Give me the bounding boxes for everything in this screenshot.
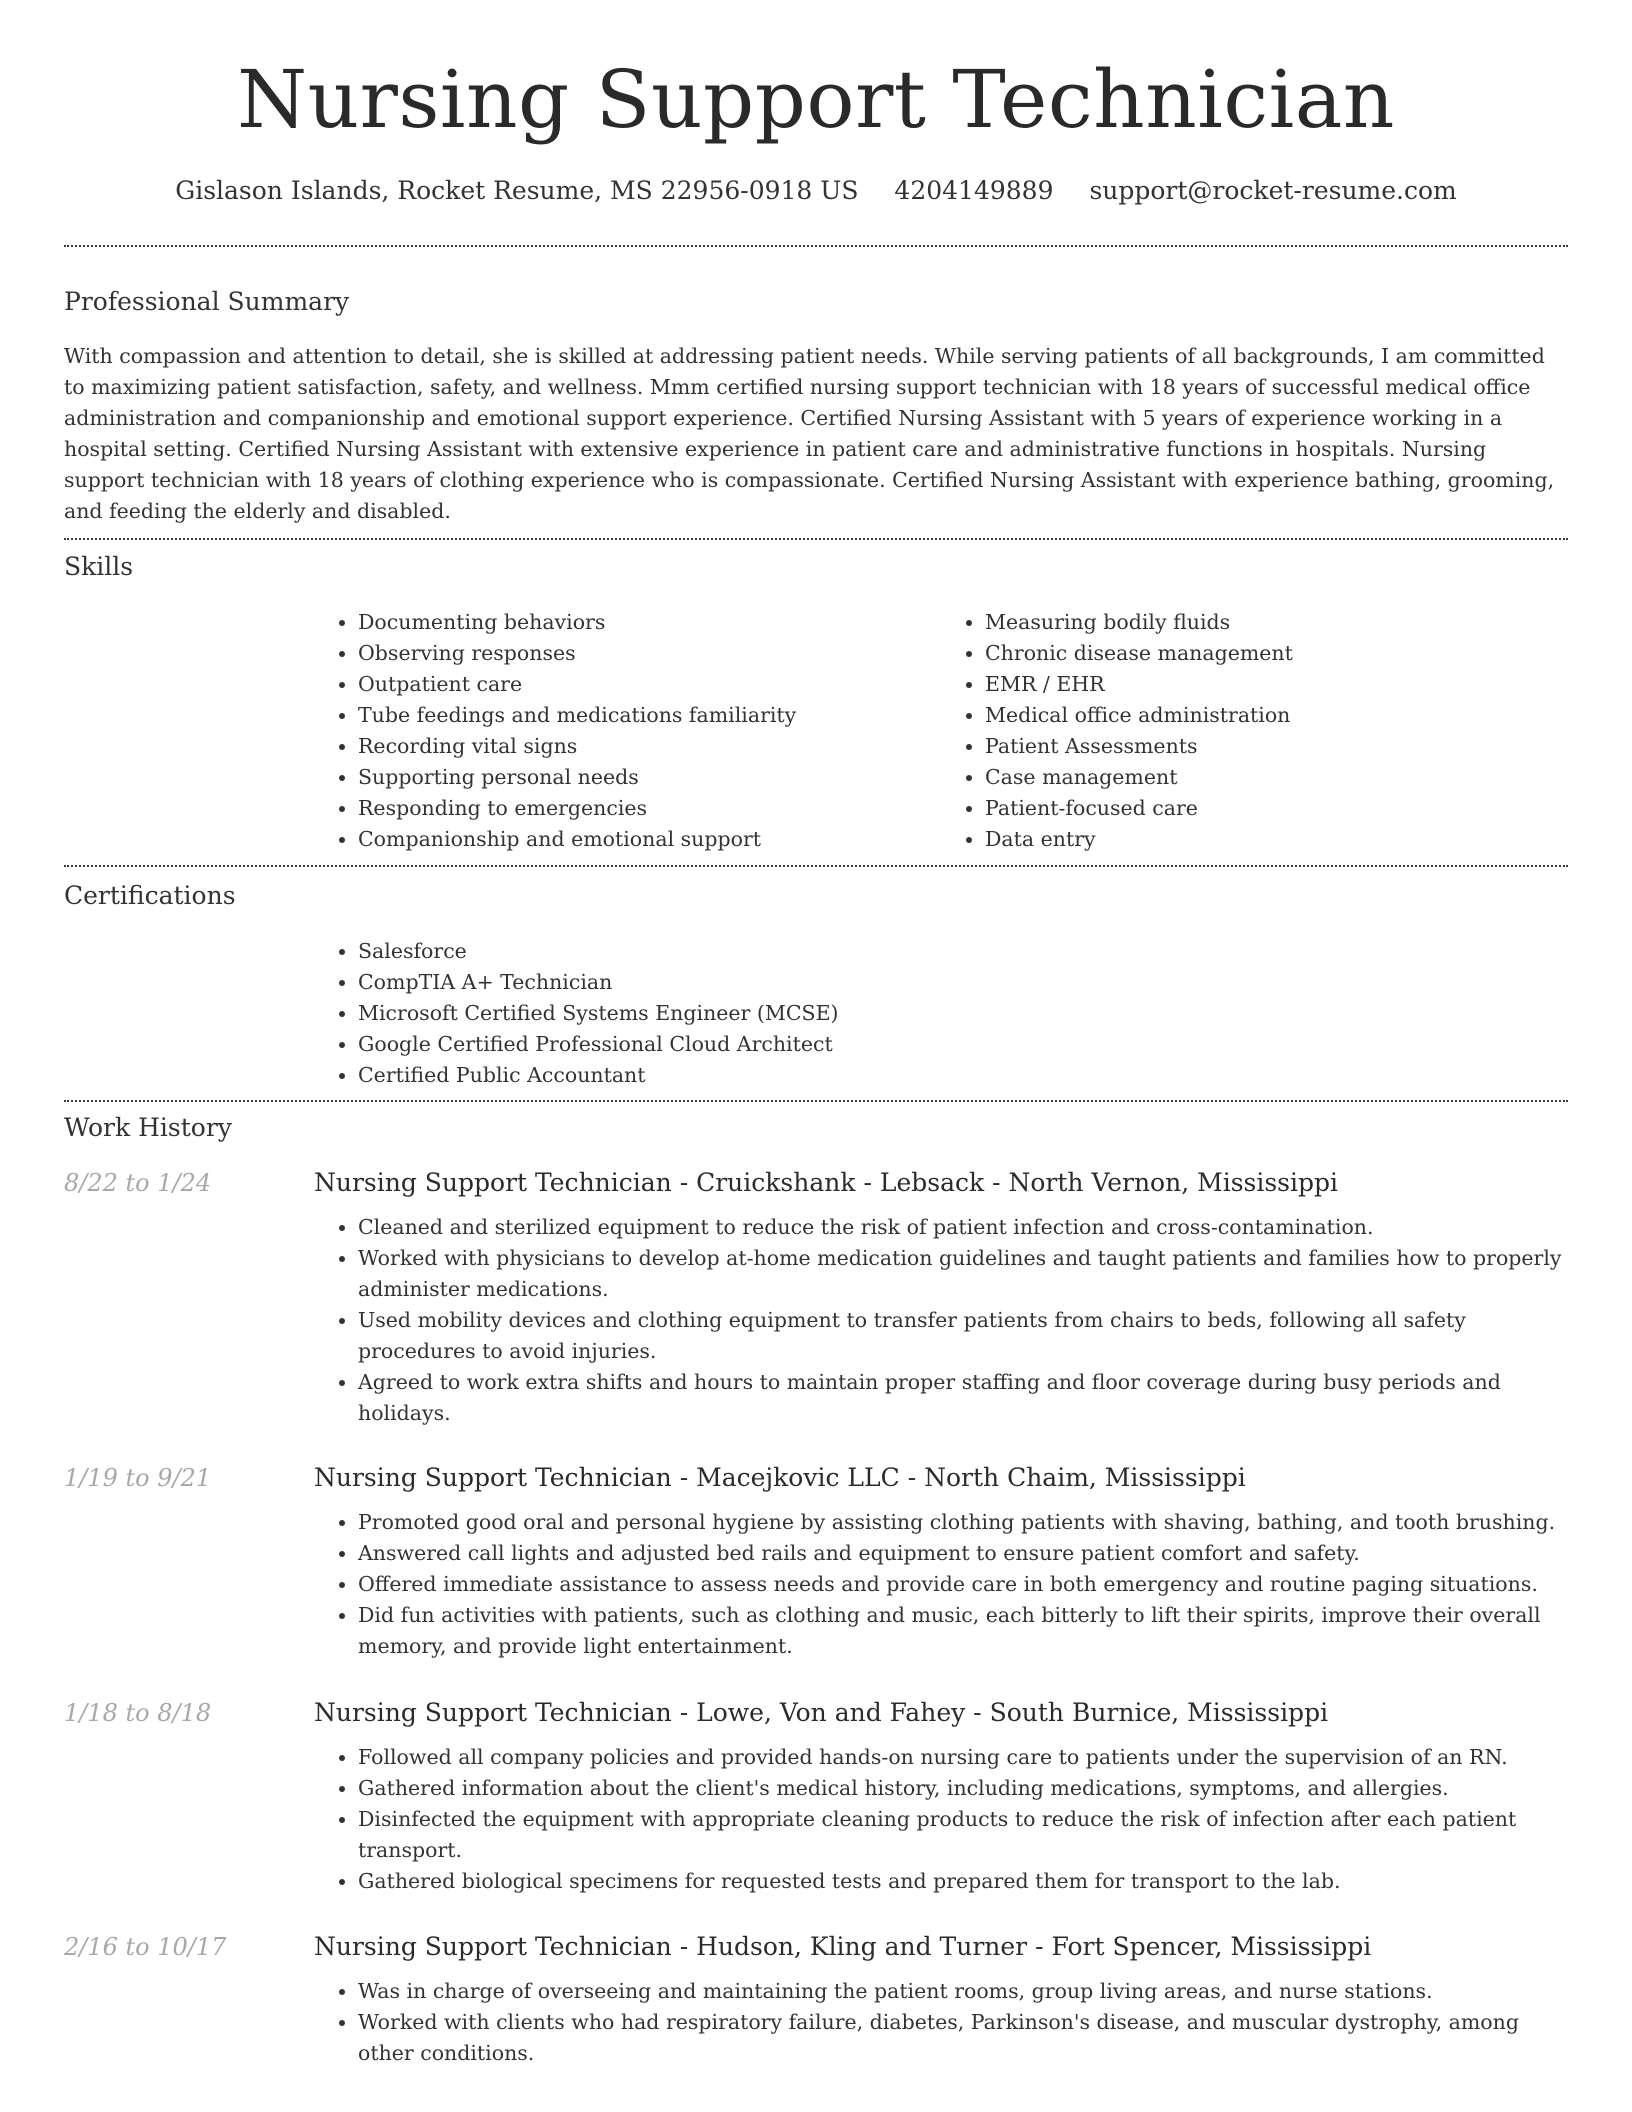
job-date: 1/18 to 8/18 bbox=[64, 1699, 212, 1727]
job-bullet: • Followed all company policies and provided hands-on nursing care to patients under the supervision of an RN. bbox=[358, 1742, 1568, 1773]
job-bullet: • Gathered information about the client's medical history, including medications, symptoms, and allergies. bbox=[358, 1773, 1568, 1804]
job-details bbox=[314, 1696, 1568, 1897]
skill-item: • Chronic disease management bbox=[985, 638, 1568, 669]
divider bbox=[64, 1100, 1568, 1102]
work-history-list bbox=[64, 1166, 1568, 2069]
skill-item: • Supporting personal needs bbox=[358, 762, 941, 793]
contact-address: Gislason Islands, Rocket Resume, MS 22956-0918 US bbox=[175, 176, 859, 205]
job-title: Nursing Support Technician - Lowe, Von and Fahey - South Burnice, Mississippi bbox=[314, 1698, 1329, 1727]
contact-email: support@rocket-resume.com bbox=[1089, 176, 1457, 205]
job-date: 2/16 to 10/17 bbox=[64, 1933, 227, 1961]
job-title: Nursing Support Technician - Macejkovic LLC - North Chaim, Mississippi bbox=[314, 1463, 1246, 1492]
skill-item: • Tube feedings and medications familiarity bbox=[358, 700, 941, 731]
skill-item: • Measuring bodily fluids bbox=[985, 607, 1568, 638]
job-bullets bbox=[314, 1976, 1568, 2069]
job-date: 1/19 to 9/21 bbox=[64, 1464, 212, 1492]
skill-item: • Observing responses bbox=[358, 638, 941, 669]
job-details bbox=[314, 1930, 1568, 2069]
skill-item: • Responding to emergencies bbox=[358, 793, 941, 824]
job-bullets bbox=[314, 1507, 1568, 1662]
job-bullet: • Worked with physicians to develop at-home medication guidelines and taught patients and families how to properly administer medications. bbox=[358, 1243, 1568, 1305]
divider bbox=[64, 538, 1568, 540]
skill-item: • Data entry bbox=[985, 824, 1568, 855]
skill-item: • Outpatient care bbox=[358, 669, 941, 700]
job-bullet: • Agreed to work extra shifts and hours to maintain proper staffing and floor coverage during busy periods and holidays. bbox=[358, 1367, 1568, 1429]
job-bullet: • Promoted good oral and personal hygiene by assisting clothing patients with shaving, bathing, and tooth brushing. bbox=[358, 1507, 1568, 1538]
divider bbox=[64, 865, 1568, 867]
resume-page bbox=[64, 0, 1568, 2112]
job-details bbox=[314, 1461, 1568, 1662]
skill-item: • Patient Assessments bbox=[985, 731, 1568, 762]
job-bullet: • Used mobility devices and clothing equipment to transfer patients from chairs to beds, following all safety procedures to avoid injuries. bbox=[358, 1305, 1568, 1367]
job-bullet: • Answered call lights and adjusted bed rails and equipment to ensure patient comfort and safety. bbox=[358, 1538, 1568, 1569]
section-title-work-history: Work History bbox=[64, 1113, 232, 1142]
skill-item: • Recording vital signs bbox=[358, 731, 941, 762]
summary-text: With compassion and attention to detail, she is skilled at addressing patient needs. While serving patients of all backgrounds, I am committed to maximizing patient satisfaction, safety, and wellness. Mmm certified nursing support technician with 18 years of successful medical office administration and companionship and emotional support experience. Certified Nursing Assistant with 5 years of experience working in a hospital setting. Certified Nursing Assistant with extensive experience in patient care and administrative functions in hospitals. Nursing support technician with 18 years of clothing experience who is compassionate. Certified Nursing Assistant with experience bathing, grooming, and feeding the elderly and disabled. bbox=[64, 344, 1555, 523]
job-bullet: • Cleaned and sterilized equipment to reduce the risk of patient infection and cross-contamination. bbox=[358, 1212, 1568, 1243]
job-entry bbox=[64, 1696, 1568, 1897]
skill-item: • Documenting behaviors bbox=[358, 607, 941, 638]
job-details bbox=[314, 1166, 1568, 1429]
section-title-summary: Professional Summary bbox=[64, 287, 350, 316]
job-date: 8/22 to 1/24 bbox=[64, 1169, 212, 1197]
skills-list-right bbox=[941, 607, 1568, 855]
job-bullet: • Was in charge of overseeing and maintaining the patient rooms, group living areas, and nurse stations. bbox=[358, 1976, 1568, 2007]
job-entry bbox=[64, 1461, 1568, 1662]
job-bullet: • Did fun activities with patients, such as clothing and music, each bitterly to lift their spirits, improve their overall memory, and provide light entertainment. bbox=[358, 1600, 1568, 1662]
job-title: Nursing Support Technician - Cruickshank - Lebsack - North Vernon, Mississippi bbox=[314, 1168, 1339, 1197]
job-bullets bbox=[314, 1212, 1568, 1429]
job-entry bbox=[64, 1930, 1568, 2069]
resume-name: Nursing Support Technician bbox=[237, 53, 1395, 146]
job-entry bbox=[64, 1166, 1568, 1429]
certification-item: • Microsoft Certified Systems Engineer (MCSE) bbox=[358, 998, 1568, 1029]
certification-item: • Certified Public Accountant bbox=[358, 1060, 1568, 1091]
certifications-block bbox=[314, 936, 1568, 1091]
certification-item: • Salesforce bbox=[358, 936, 1568, 967]
contact-phone: 4204149889 bbox=[894, 176, 1054, 205]
job-bullet: • Offered immediate assistance to assess needs and provide care in both emergency and routine paging situations. bbox=[358, 1569, 1568, 1600]
skill-item: • EMR / EHR bbox=[985, 669, 1568, 700]
job-title: Nursing Support Technician - Hudson, Kling and Turner - Fort Spencer, Mississippi bbox=[314, 1932, 1372, 1961]
job-bullet: • Worked with clients who had respiratory failure, diabetes, Parkinson's disease, and muscular dystrophy, among other conditions. bbox=[358, 2007, 1568, 2069]
skill-item: • Case management bbox=[985, 762, 1568, 793]
certification-item: • CompTIA A+ Technician bbox=[358, 967, 1568, 998]
job-bullet: • Disinfected the equipment with appropriate cleaning products to reduce the risk of infection after each patient transport. bbox=[358, 1804, 1568, 1866]
skill-item: • Patient-focused care bbox=[985, 793, 1568, 824]
skill-item: • Companionship and emotional support bbox=[358, 824, 941, 855]
section-title-certifications: Certifications bbox=[64, 881, 236, 910]
certifications-list bbox=[314, 936, 1568, 1091]
section-title-skills: Skills bbox=[64, 552, 134, 581]
job-bullets bbox=[314, 1742, 1568, 1897]
divider bbox=[64, 245, 1568, 247]
skills-list-left bbox=[314, 607, 941, 855]
skills-columns bbox=[314, 607, 1568, 855]
skill-item: • Medical office administration bbox=[985, 700, 1568, 731]
certification-item: • Google Certified Professional Cloud Architect bbox=[358, 1029, 1568, 1060]
job-bullet: • Gathered biological specimens for requested tests and prepared them for transport to the lab. bbox=[358, 1866, 1568, 1897]
contact-line bbox=[64, 174, 1568, 208]
